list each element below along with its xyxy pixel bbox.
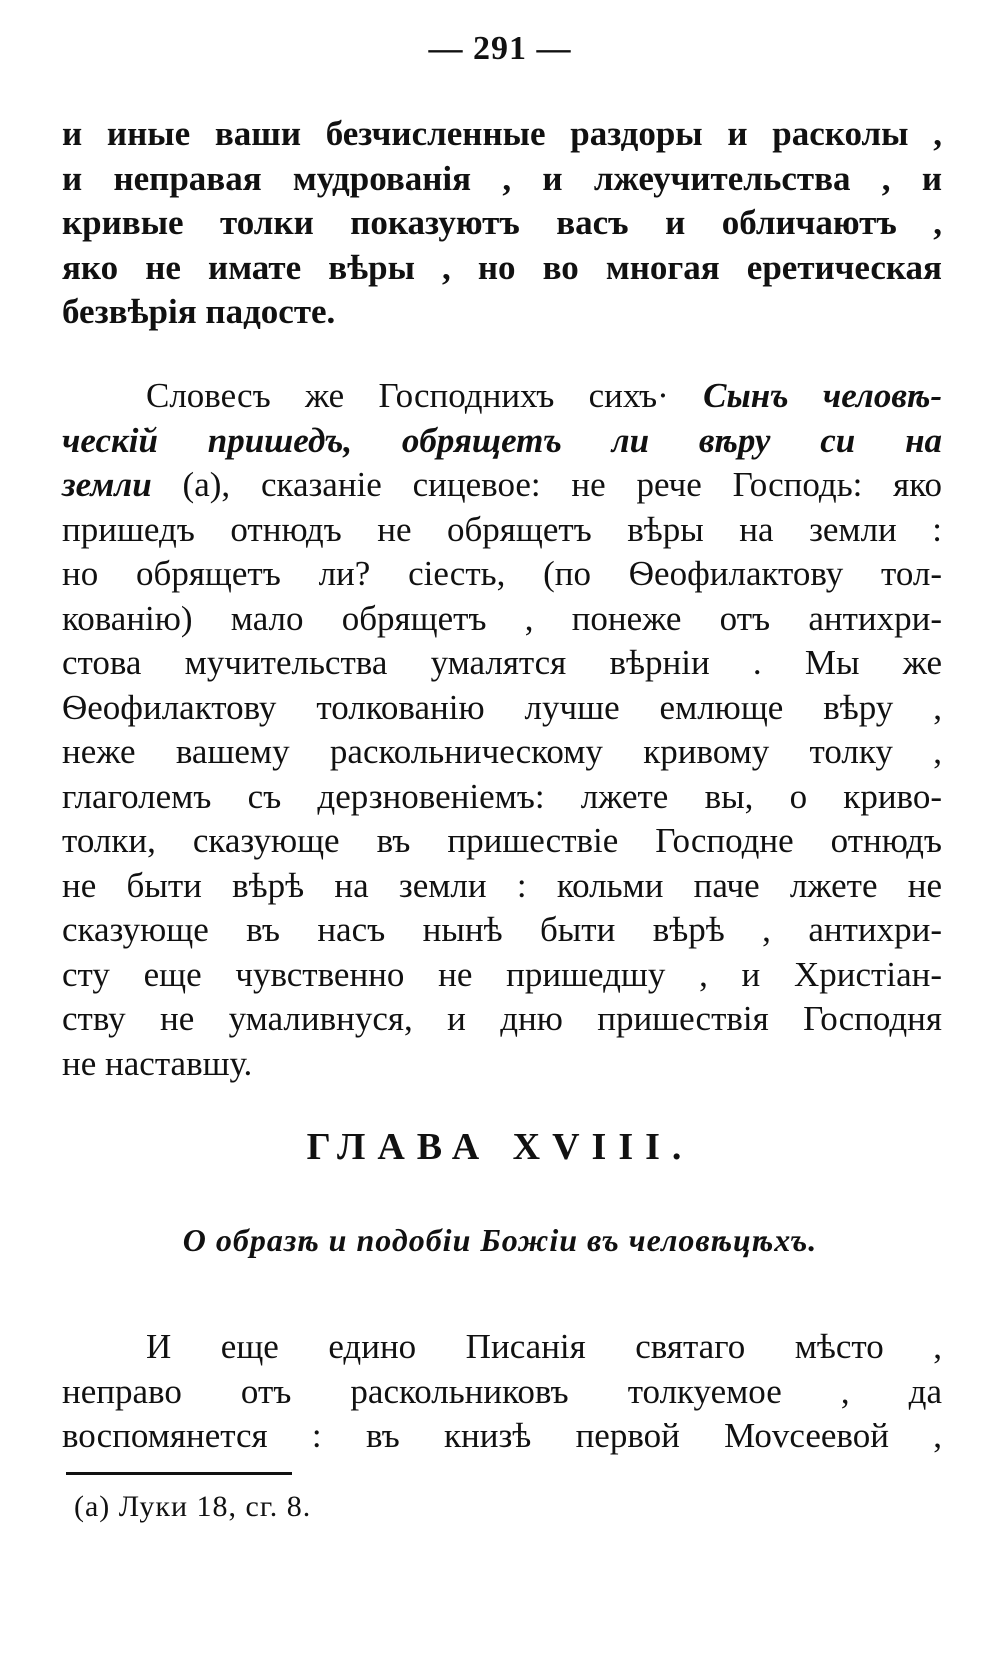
text-line: безвѣрія падосте.: [62, 292, 336, 331]
text-line: кованію) мало обрящетъ , понеже отъ антихри-: [62, 598, 942, 638]
footnote-divider: [66, 1472, 292, 1475]
text-line: и иные ваши безчисленные раздоры и расколы ,: [62, 114, 942, 153]
text-line: И еще едино Писанія святаго мѣсто ,: [146, 1327, 942, 1366]
text-line: [62, 374, 942, 419]
scripture-quote: Сынъ человѣ-: [703, 376, 943, 415]
chapter-subtitle: О образѣ и подобіи Божіи въ человѣцѣхъ.: [182, 1222, 818, 1258]
paragraph-3: [62, 1325, 942, 1459]
text-line: [62, 463, 942, 508]
text-line: кривые толки показуютъ васъ и обличаютъ ,: [62, 203, 942, 242]
text-line: Ѳеофилактову толкованію лучше емлюще вѣру ,: [62, 687, 942, 727]
text-line: не наставшу.: [62, 1043, 253, 1083]
page-number: — 291 —: [428, 30, 572, 67]
text-line: стова мучительства умалятся вѣрніи . Мы же: [62, 643, 942, 682]
text-run: Словесъ же Господнихъ сихъ·: [146, 376, 669, 415]
scripture-quote: земли: [62, 465, 152, 504]
text-line: сказующе въ насъ нынѣ быти вѣрѣ , антихри-: [62, 910, 942, 949]
text-line: воспомянется : въ книзѣ первой Моvсеевой ,: [62, 1416, 942, 1455]
paragraph-2: [62, 374, 942, 1086]
text-run: (а), сказаніе сицевое: не рече Господь: яко: [182, 465, 943, 504]
footnote: (а) Луки 18, сг. 8.: [74, 1490, 312, 1523]
scripture-quote-line: ческій пришедъ, обрящетъ ли вѣру си на: [62, 420, 942, 460]
text-line: пришедъ отнюдъ не обрящетъ вѣры на земли :: [62, 509, 942, 549]
text-line: неже вашему раскольническому кривому толку ,: [62, 732, 942, 771]
text-line: не быти вѣрѣ на земли : кольми паче лжете не: [62, 865, 942, 905]
paragraph-1: [62, 112, 942, 335]
text-line: глаголемъ съ дерзновеніемъ: лжете вы, о криво-: [62, 776, 942, 816]
chapter-heading: ГЛАВА XVIII.: [306, 1126, 694, 1168]
text-line: неправо отъ раскольниковъ толкуемое , да: [62, 1371, 942, 1411]
text-line: но обрящетъ ли? сіесть, (по Ѳеофилактову тол-: [62, 554, 942, 593]
text-line: и неправая мудрованія , и лжеучительства , и: [62, 158, 942, 198]
text-line: ству не умаливнуся, и дню пришествія Господня: [62, 999, 942, 1038]
text-line: яко не имате вѣры , но во многая еретическая: [62, 247, 942, 287]
text-line: сту еще чувственно не пришедшу , и Христіан-: [62, 954, 942, 994]
text-line: толки, сказующе въ пришествіе Господне отнюдъ: [62, 821, 942, 860]
